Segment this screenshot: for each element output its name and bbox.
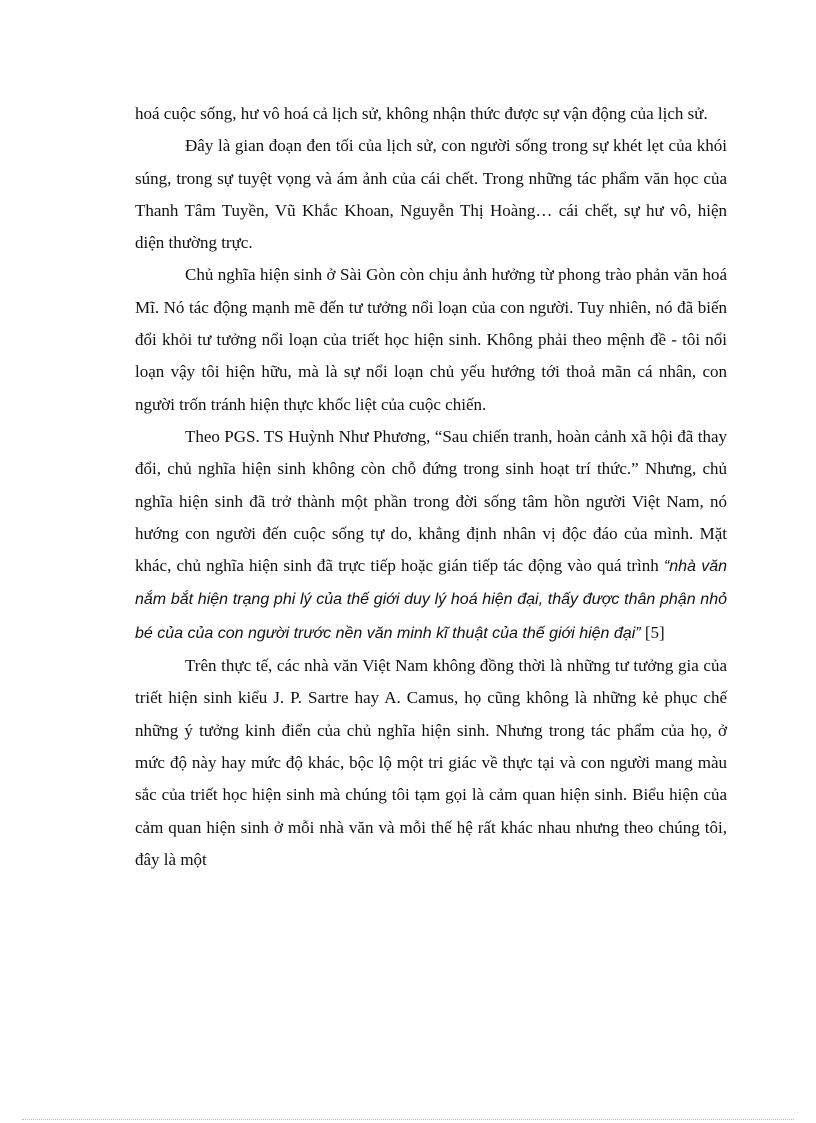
paragraph-2: Đây là gian đoạn đen tối của lịch sử, con người sống trong sự khét lẹt của khói súng, trong sự tuyệt vọng và ám ảnh của cái chết. Trong những tác phẩm văn học của Thanh Tâm Tuyền, Vũ Khắc Khoan, Nguyễn Thị Hoàng… cái chết, sự hư vô, hiện diện thường trực. xyxy=(135,136,727,253)
paragraph-3: Chủ nghĩa hiện sinh ở Sài Gòn còn chịu ảnh hưởng từ phong trào phản văn hoá Mĩ. Nó tác động mạnh mẽ đến tư tưởng nổi loạn của con người. Tuy nhiên, nó đã biến đổi khỏi tư tưởng nổi loạn của triết học hiện sinh. Không phải theo mệnh đề - tôi nổi loạn vậy tôi hiện hữu, mà là sự nổi loạn chủ yếu hướng tới thoả mãn cá nhân, con người trốn tránh hiện thực khốc liệt của cuộc chiến. xyxy=(135,265,727,414)
paragraph-4-citation: [5] xyxy=(640,622,665,642)
paragraph-4-quote: “nhà văn nắm bắt hiện trạng phi lý của thế giới duy lý hoá hiện đại, thấy được thân phận nhỏ bé của của con người trước nền văn minh kĩ thuật của thế giới hiện đại” xyxy=(135,558,728,642)
paragraph-4-text: Theo PGS. TS Huỳnh Như Phương, “Sau chiến tranh, hoàn cảnh xã hội đã thay đổi, chủ nghĩa hiện sinh không còn chỗ đứng trong sinh hoạt trí thức.” Nhưng, chủ nghĩa hiện sinh đã trở thành một phần trong đời sống tâm hồn người Việt Nam, nó hướng con người đến cuộc sống tự do, khẳng định nhân vị độc đáo của mình. Mặt khác, chủ nghĩa hiện sinh đã trực tiếp hoặc gián tiếp tác động vào quá trình xyxy=(135,426,727,576)
paragraph-1: hoá cuộc sống, hư vô hoá cả lịch sử, không nhận thức được sự vận động của lịch sử. xyxy=(135,104,708,123)
page-bottom-divider xyxy=(22,1119,794,1120)
paragraph-5: Trên thực tế, các nhà văn Việt Nam không đồng thời là những tư tưởng gia của triết hiện sinh kiểu J. P. Sartre hay A. Camus, họ cũng không là những kẻ phục chế những ý tưởng kinh điển của chủ nghĩa hiện sinh. Nhưng trong tác phẩm của họ, ở mức độ này hay mức độ khác, bộc lộ một tri giác về thực tại và con người mang màu sắc của triết học hiện sinh mà chúng tôi tạm gọi là cảm quan hiện sinh. Biểu hiện của cảm quan hiện sinh ở mỗi nhà văn và mỗi thế hệ rất khác nhau nhưng theo chúng tôi, đây là một xyxy=(135,656,727,869)
document-page xyxy=(135,98,727,876)
paragraph-4 xyxy=(135,421,727,650)
